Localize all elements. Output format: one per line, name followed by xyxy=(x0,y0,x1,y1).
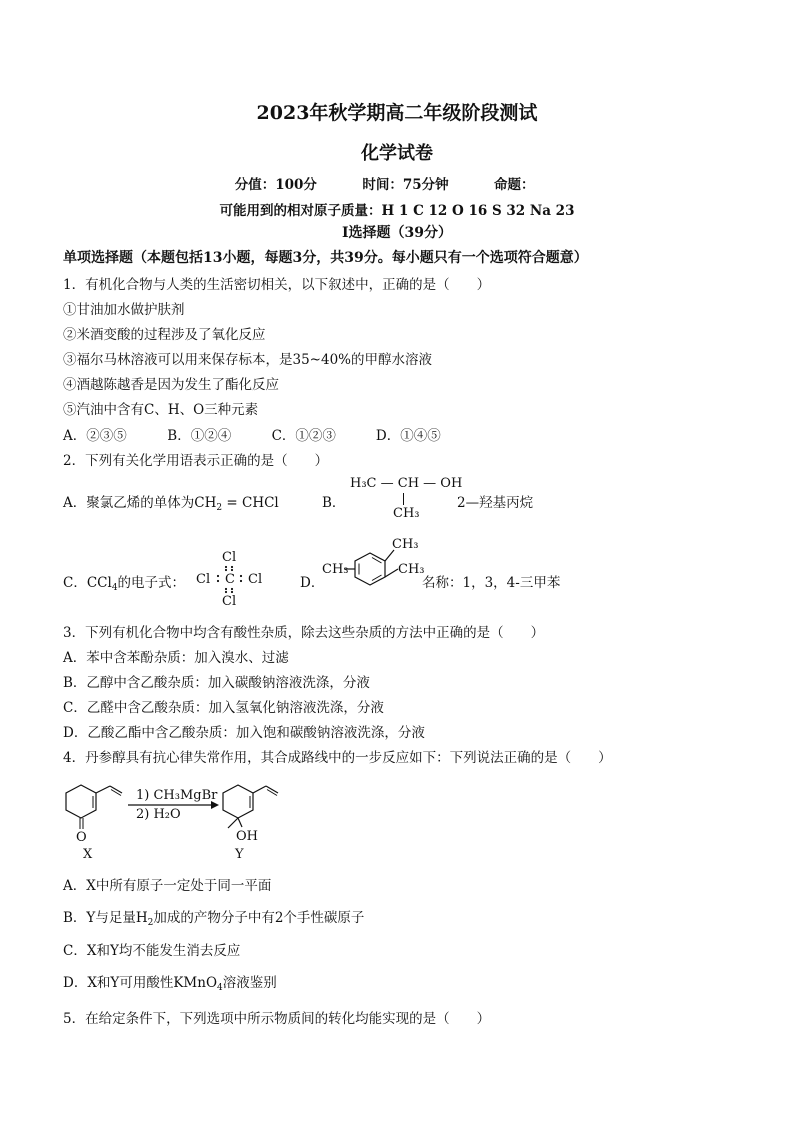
q1-option-a: A．②③⑤ xyxy=(63,428,127,444)
q2-c-sub: 4 xyxy=(111,583,118,593)
q1-options xyxy=(63,424,441,444)
q4-option-d xyxy=(63,971,277,991)
cl-right: Cl xyxy=(248,572,263,587)
methyl-top: CH₃ xyxy=(392,537,419,552)
q1-item-5: ⑤汽油中含有C、H、O三种元素 xyxy=(63,402,259,418)
q1-stem: 1．有机化合物与人类的生活密切相关，以下叙述中，正确的是（ ） xyxy=(63,277,491,293)
x-label: X xyxy=(83,847,93,860)
author-info: 命题： xyxy=(494,177,535,193)
q2-d-label: D． xyxy=(300,575,325,591)
q2-b-structure-main: H₃C — CH — OH xyxy=(350,476,463,491)
reagent-1: 1) CH₃MgBr xyxy=(136,788,218,803)
q2-option-a xyxy=(63,491,279,511)
q2-b-name: 2—羟基丙烷 xyxy=(457,495,534,511)
q2-b-structure-branch: CH₃ xyxy=(393,506,420,521)
q2-b-label: B． xyxy=(322,495,346,511)
x-oxygen: O xyxy=(76,830,87,845)
trimethylbenzene-structure xyxy=(322,533,424,589)
q4-option-b xyxy=(63,906,364,926)
time-info: 时间：75分钟 xyxy=(362,177,449,193)
q4-d-text: D．X和Y可用酸性KMnO xyxy=(63,975,218,991)
q1-option-b: B．①②④ xyxy=(167,428,232,444)
methyl-left: CH₃ xyxy=(322,562,349,577)
molecule-y xyxy=(223,785,278,860)
q3-option-b: B．乙醇中含乙酸杂质：加入碳酸钠溶液洗涤，分液 xyxy=(63,675,370,691)
exam-title: 2023年秋学期高二年级阶段测试 xyxy=(256,102,538,124)
c-center: C xyxy=(225,572,235,587)
q4-option-a: A．X中所有原子一定处于同一平面 xyxy=(63,878,272,894)
exam-info xyxy=(0,173,794,193)
q5-stem: 5．在给定条件下，下列选项中所示物质间的转化均能实现的是（ ） xyxy=(63,1011,491,1027)
q2-a-text-end: = CHCl xyxy=(222,495,279,511)
q4-b-text-end: 加成的产物分子中有2个手性碳原子 xyxy=(153,910,365,926)
cl-left: Cl xyxy=(196,572,211,587)
subject-title: 化学试卷 xyxy=(361,143,433,164)
q1-item-2: ②米酒变酸的过程涉及了氧化反应 xyxy=(63,327,266,343)
q4-b-text: B．Y与足量H xyxy=(63,910,148,926)
cl-top: Cl xyxy=(222,550,237,565)
q2-a-sub: 2 xyxy=(216,503,223,513)
molecule-x xyxy=(66,785,122,860)
atomic-masses: 可能用到的相对原子质量：H 1 C 12 O 16 S 32 Na 23 xyxy=(219,203,575,219)
y-hydroxyl: OH xyxy=(236,829,258,844)
q3-option-c: C．乙醛中含乙酸杂质：加入氢氧化钠溶液洗涤，分液 xyxy=(63,700,384,716)
section-instructions: 单项选择题（本题包括13小题，每题3分，共39分。每小题只有一个选项符合题意） xyxy=(63,250,588,266)
q3-option-a: A．苯中含苯酚杂质：加入溴水、过滤 xyxy=(63,650,289,666)
q1-option-c: C．①②③ xyxy=(271,428,336,444)
q1-item-3: ③福尔马林溶液可以用来保存标本，是35~40%的甲醇水溶液 xyxy=(63,352,432,368)
q2-b-bond xyxy=(403,493,404,505)
q3-option-d: D．乙酸乙酯中含乙酸杂质：加入饱和碳酸钠溶液洗涤，分液 xyxy=(63,725,425,741)
q4-option-c: C．X和Y均不能发生消去反应 xyxy=(63,943,241,959)
cl-bottom: Cl xyxy=(222,594,237,609)
reagent-2: 2) H₂O xyxy=(136,807,181,822)
reaction-scheme xyxy=(58,770,288,860)
q1-item-4: ④酒越陈越香是因为发生了酯化反应 xyxy=(63,377,279,393)
q2-c-text-end: 的电子式： xyxy=(117,575,186,591)
q2-stem: 2．下列有关化学用语表示正确的是（ ） xyxy=(63,453,329,469)
score-info: 分值：100分 xyxy=(234,177,317,193)
section-heading: Ⅰ选择题（39分） xyxy=(341,225,453,241)
q4-d-sub: 4 xyxy=(217,983,223,993)
methyl-right: CH₃ xyxy=(398,562,424,577)
y-label: Y xyxy=(235,847,244,860)
q2-d-name: 名称：1，3，4-三甲苯 xyxy=(422,575,561,591)
ccl4-electron-formula xyxy=(192,546,272,610)
reaction-arrow xyxy=(128,788,219,822)
q4-b-sub: 2 xyxy=(147,918,154,928)
q4-stem: 4．丹参醇具有抗心律失常作用，其合成路线中的一步反应如下：下列说法正确的是（ ） xyxy=(63,750,612,766)
q2-c-text: C．CCl xyxy=(63,575,112,591)
q2-a-text: A．聚氯乙烯的单体为CH xyxy=(63,495,217,511)
q4-d-text-end: 溶液鉴别 xyxy=(222,975,277,991)
q3-stem: 3．下列有机化合物中均含有酸性杂质，除去这些杂质的方法中正确的是（ ） xyxy=(63,625,545,641)
q1-item-1: ①甘油加水做护肤剂 xyxy=(63,302,185,318)
q2-option-c xyxy=(63,571,185,591)
q1-option-d: D．①④⑤ xyxy=(375,428,441,444)
